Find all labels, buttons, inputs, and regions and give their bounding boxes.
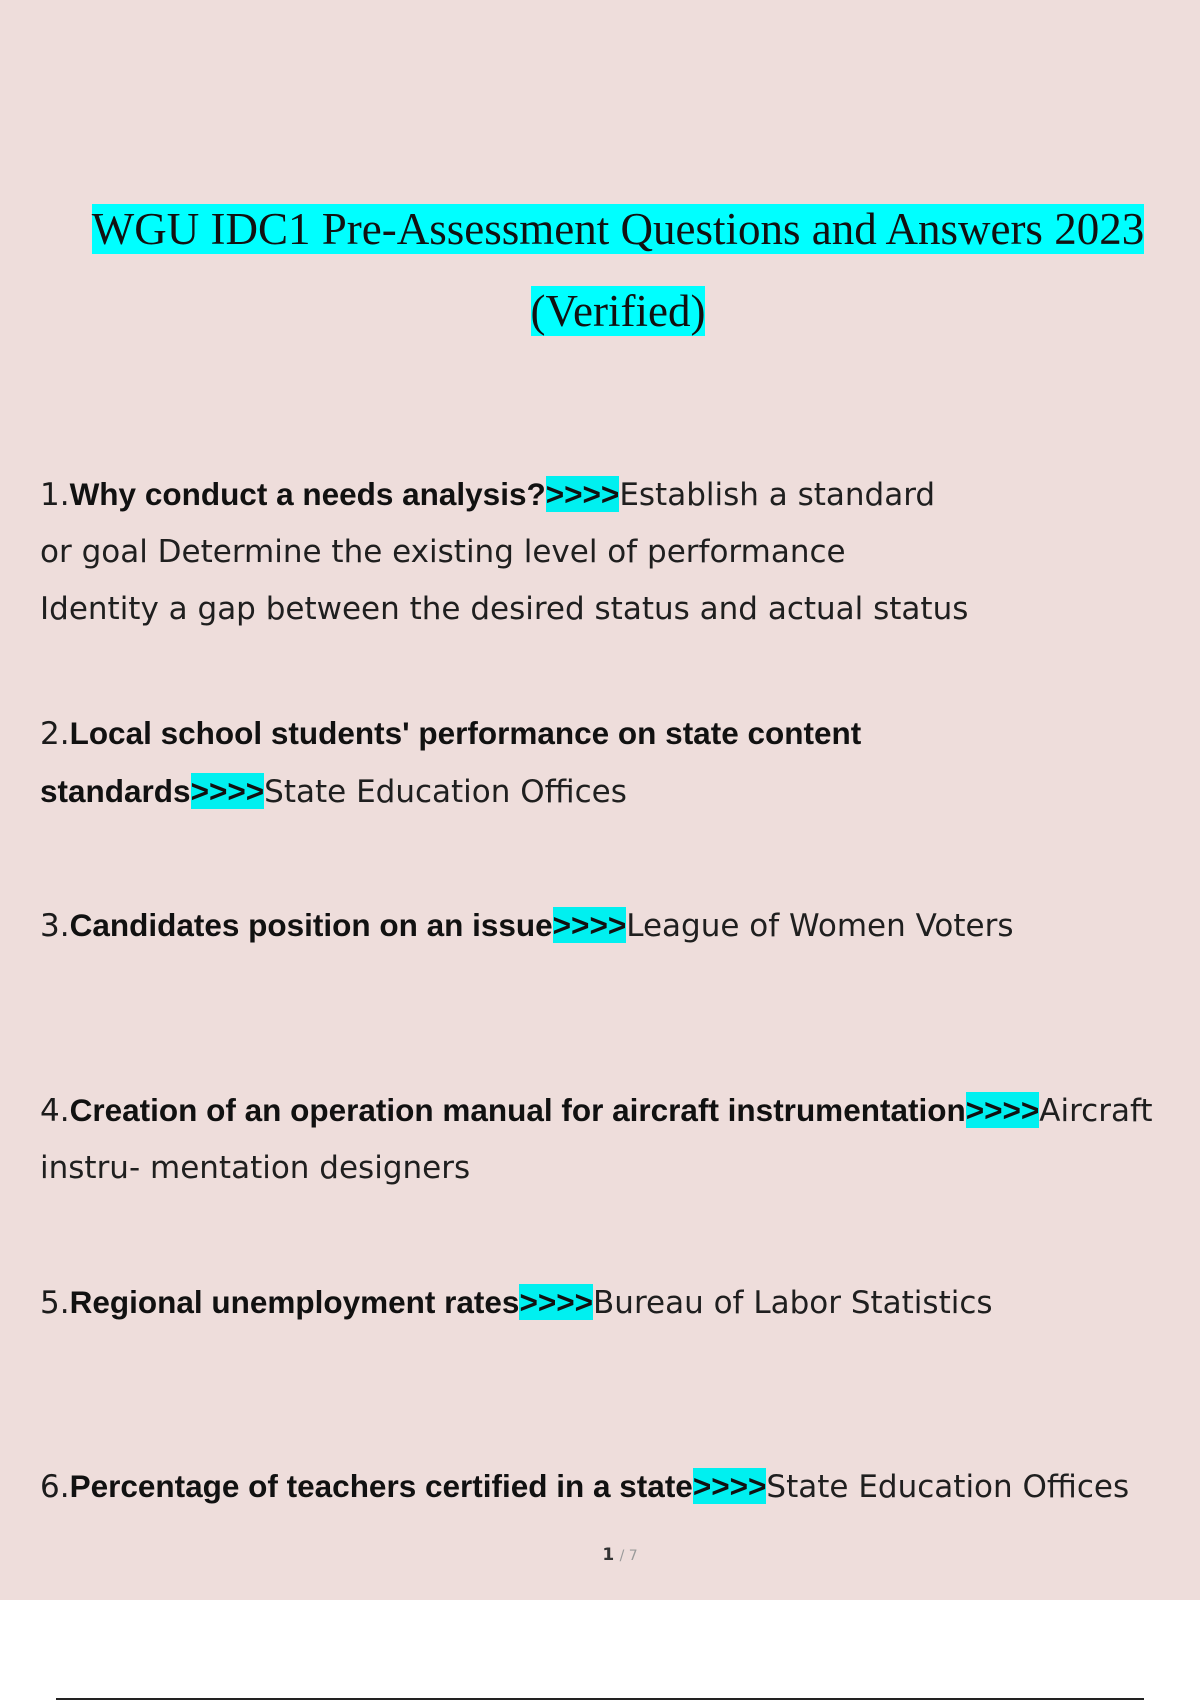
- answer-text: Identity a gap between the desired status and actual status: [40, 591, 969, 627]
- question-text: Regional unemployment rates: [69, 1284, 520, 1320]
- item-number: 2.: [40, 716, 70, 752]
- qa-item-1: [40, 466, 1190, 638]
- title-line-2: (Verified): [530, 286, 706, 336]
- answer-arrow: >>>>: [190, 773, 265, 809]
- qa-item-2: [40, 705, 1190, 821]
- item-number: 4.: [40, 1093, 70, 1129]
- answer-text: Establish a standard: [619, 477, 936, 513]
- question-text: Creation of an operation manual for aircraft instrumentation: [69, 1092, 966, 1128]
- question-text: Percentage of teachers certified in a state: [69, 1468, 693, 1504]
- question-text: Local school students' performance on state content: [69, 715, 862, 751]
- answer-text: League of Women Voters: [626, 908, 1014, 944]
- answer-text: instru- mentation designers: [40, 1150, 471, 1186]
- item-number: 6.: [40, 1469, 70, 1505]
- answer-text: or goal Determine the existing level of performance: [40, 534, 846, 570]
- qa-item-3: [40, 897, 1190, 955]
- question-text: standards: [40, 773, 191, 809]
- question-text: Why conduct a needs analysis?: [69, 476, 546, 512]
- answer-arrow: >>>>: [545, 476, 620, 512]
- answer-text: State Education Offices: [766, 1469, 1130, 1505]
- title-line-1: WGU IDC1 Pre-Assessment Questions and Answers 2023: [91, 204, 1145, 254]
- qa-item-6: [40, 1458, 1190, 1516]
- document-title: [0, 188, 1200, 352]
- qa-item-5: [40, 1274, 1190, 1332]
- question-text: Candidates position on an issue: [69, 907, 553, 943]
- page-indicator: [0, 1545, 1200, 1565]
- answer-arrow: >>>>: [965, 1092, 1040, 1128]
- item-number: 1.: [40, 477, 70, 513]
- answer-arrow: >>>>: [552, 907, 627, 943]
- item-number: 3.: [40, 908, 70, 944]
- answer-text: State Education Offices: [264, 774, 627, 810]
- total-pages: / 7: [619, 1548, 638, 1564]
- item-number: 5.: [40, 1285, 70, 1321]
- answer-text: Aircraft: [1039, 1093, 1153, 1129]
- qa-item-4: [40, 1082, 1190, 1197]
- answer-text: Bureau of Labor Statistics: [593, 1285, 993, 1321]
- current-page-number: 1: [602, 1545, 615, 1565]
- answer-arrow: >>>>: [519, 1284, 594, 1320]
- answer-arrow: >>>>: [692, 1468, 767, 1504]
